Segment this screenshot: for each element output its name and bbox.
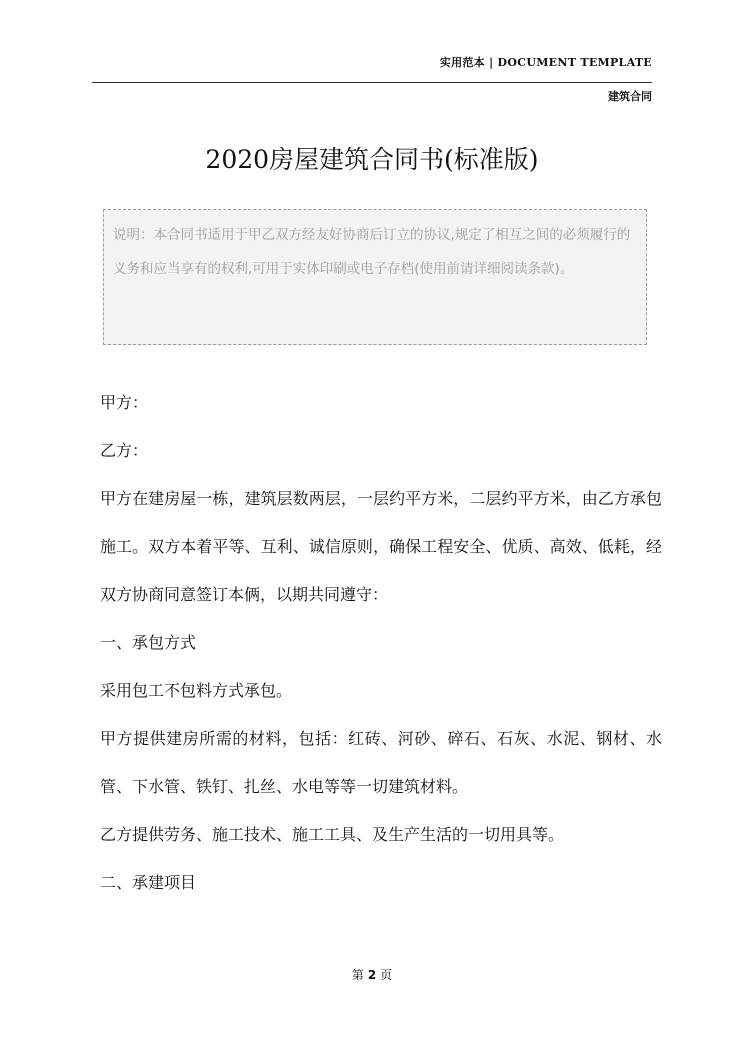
section-heading-project: 二、承建项目 xyxy=(100,873,197,892)
party-a-line: 甲方： xyxy=(100,393,149,412)
body-paragraph: 采用包工不包料方式承包。 xyxy=(100,681,293,700)
party-b-line: 乙方： xyxy=(100,441,149,460)
document-category: 建筑合同 xyxy=(608,90,652,103)
page-number: 2 xyxy=(367,968,377,982)
header-divider xyxy=(92,82,652,83)
document-body xyxy=(100,379,662,907)
page-footer xyxy=(0,966,744,983)
page-prefix: 第 xyxy=(351,968,364,982)
body-paragraph: 乙方提供劳务、施工技术、施工工具、及生产生活的一切用具等。 xyxy=(100,825,565,844)
document-title: 2020房屋建筑合同书(标准版) xyxy=(205,145,539,174)
section-heading-contract-method: 一、承包方式 xyxy=(100,633,197,652)
intro-paragraph: 甲方在建房屋一栋，建筑层数两层，一层约平方米，二层约平方米，由乙方承包施工。双方本着平等、互利、诚信原则，确保工程安全、优质、高效、低耗，经双方协商同意签订本俩，以期共同遵守： xyxy=(100,489,662,604)
document-template-header: 实用范本 | DOCUMENT TEMPLATE xyxy=(439,56,652,69)
notice-box: 说明：本合同书适用于甲乙双方经友好协商后订立的协议,规定了相互之间的必须履行的义务和应当享有的权利,可用于实体印刷或电子存档(使用前请详细阅读条款)。 xyxy=(103,209,647,345)
page-suffix: 页 xyxy=(380,968,393,982)
body-paragraph: 甲方提供建房所需的材料，包括：红砖、河砂、碎石、石灰、水泥、钢材、水管、下水管、铁钉、扎丝、水电等等一切建筑材料。 xyxy=(100,729,662,796)
